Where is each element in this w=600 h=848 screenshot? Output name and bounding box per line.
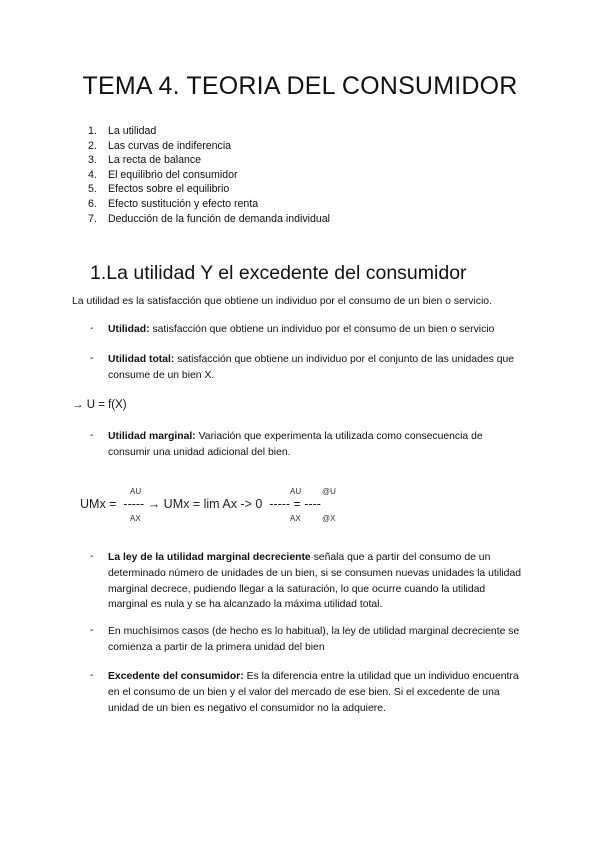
utility-function: → U = f(X) <box>72 399 127 411</box>
section-heading: 1.La utilidad Y el excedente del consumidor <box>90 262 467 284</box>
toc-item <box>88 168 330 183</box>
bullet-item-ley-utilidad-marginal <box>108 550 523 613</box>
bullet-text: señala que a partir del consumo de un determinado número de unidades de un bien, si se consumen nuevas unidades la utilidad marginal decrece, pudiendo llegar a la saturación, lo que ocurre cuando la utilidad marginal es nula y se ha alcanzado la máxima utilidad total. <box>108 552 522 611</box>
bullet-dash: - <box>90 625 94 636</box>
formula-numerator: AU <box>130 487 142 496</box>
bullet-text: Variación que experimenta la utilizada como consecuencia de consumir una unidad adicional del bien. <box>108 431 483 458</box>
toc-label: Efecto sustitución y efecto renta <box>108 197 259 210</box>
bullet-term: Utilidad: <box>108 324 150 335</box>
bullet-text: Es la diferencia entre la utilidad que un individuo encuentra en el consumo de un bien y el valor del mercado de ese bien. Si el excedente de una unidad de un bien es negativo el consumidor no la adquiere. <box>108 671 519 714</box>
marginal-utility-formula: UMx = ----- → UMx = lim Ax -> 0 ----- = ---- <box>80 497 321 511</box>
toc-label: Efectos sobre el equilibrio <box>108 183 230 196</box>
toc-item <box>88 212 330 227</box>
table-of-contents <box>88 124 330 226</box>
toc-number: 3. <box>88 154 97 167</box>
bullet-item-excedente <box>108 669 523 716</box>
intro-paragraph: La utilidad es la satisfacción que obtiene un individuo por el consumo de un bien o servicio. <box>72 296 492 307</box>
bullet-item-habitual <box>108 624 523 656</box>
bullet-item-utilidad-marginal <box>108 429 523 461</box>
formula-denominator: AX <box>130 514 141 523</box>
formula-denominator: AX <box>290 514 301 523</box>
toc-item <box>88 182 330 197</box>
toc-number: 2. <box>88 139 97 152</box>
bullet-term: Utilidad marginal: <box>108 431 196 442</box>
bullet-item-utilidad <box>108 322 523 338</box>
bullet-dash: - <box>90 353 94 364</box>
toc-number: 4. <box>88 168 97 181</box>
bullet-dash: - <box>90 430 94 441</box>
bullet-text: satisfacción que obtiene un individuo por el conjunto de las unidades que consume de un bien X. <box>108 354 515 381</box>
bullet-term: La ley de la utilidad marginal decreciente <box>108 552 311 563</box>
page-title: TEMA 4. TEORIA DEL CONSUMIDOR <box>82 72 518 100</box>
toc-label: Las curvas de indiferencia <box>108 139 232 152</box>
bullet-term: Utilidad total: <box>108 354 175 365</box>
toc-label: La recta de balance <box>108 154 202 167</box>
bullet-item-utilidad-total <box>108 352 523 384</box>
toc-number: 7. <box>88 212 97 225</box>
formula-denominator: @X <box>322 514 336 523</box>
toc-number: 1. <box>88 125 97 137</box>
toc-item <box>88 197 330 212</box>
bullet-dash: - <box>90 323 94 334</box>
toc-number: 6. <box>88 197 97 210</box>
toc-item <box>88 124 330 139</box>
toc-item <box>88 153 330 168</box>
toc-item <box>88 139 330 154</box>
formula-numerator: AU <box>290 487 302 496</box>
toc-number: 5. <box>88 183 97 196</box>
bullet-text: satisfacción que obtiene un individuo por el consumo de un bien o servicio <box>149 324 495 335</box>
bullet-text: En muchísimos casos (de hecho es lo habitual), la ley de utilidad marginal decreciente se comienza a partir de la primera unidad del bien <box>108 626 520 653</box>
toc-label: Deducción de la función de demanda individual <box>108 212 331 225</box>
toc-label: El equilibrio del consumidor <box>108 168 238 181</box>
bullet-dash: - <box>90 551 94 562</box>
toc-label: La utilidad <box>108 125 157 137</box>
formula-numerator: @U <box>322 487 336 496</box>
bullet-term: Excedente del consumidor: <box>108 671 244 682</box>
bullet-dash: - <box>90 670 94 681</box>
